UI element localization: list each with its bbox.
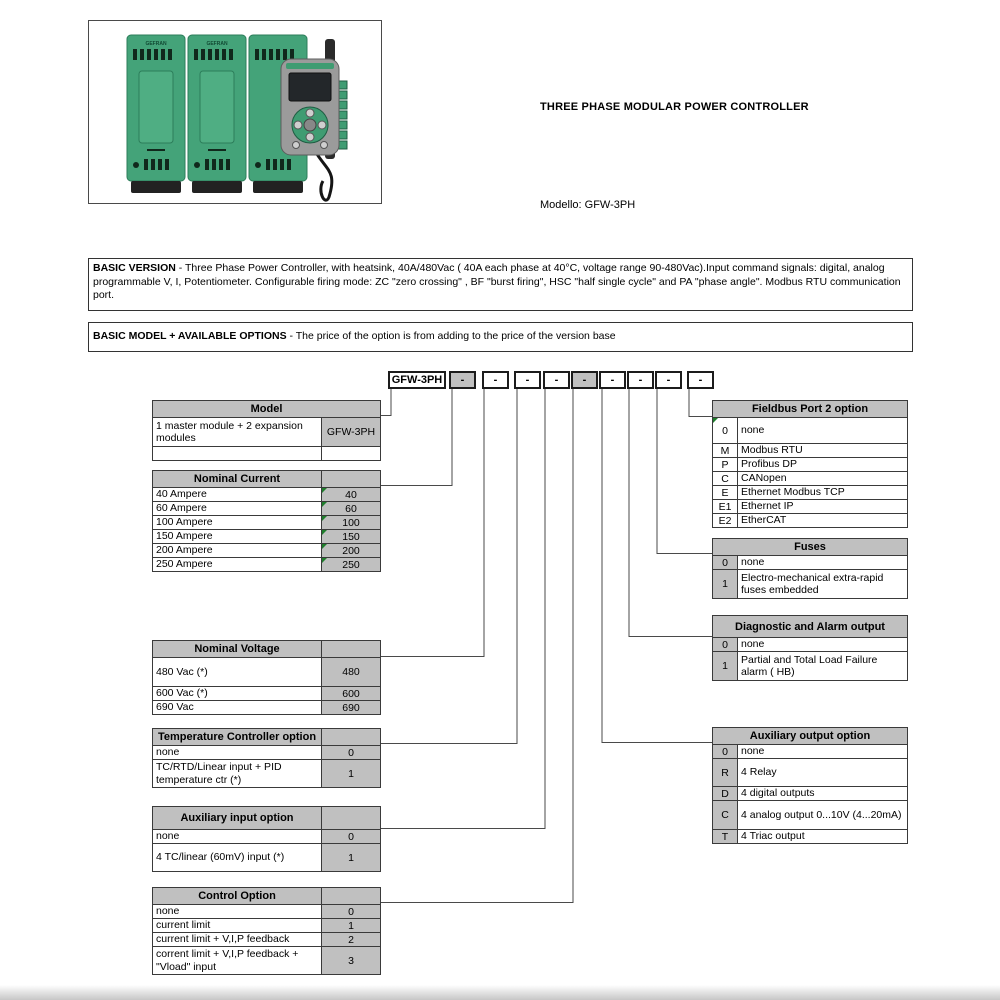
order-code-slot-4: - bbox=[543, 371, 570, 389]
table-nominal-current bbox=[152, 470, 381, 572]
option-label-cell: TC/RTD/Linear input + PID temperature ctr (*) bbox=[156, 761, 282, 786]
table-title: Fuses bbox=[794, 541, 826, 553]
option-code-cell: E1 bbox=[713, 500, 738, 513]
option-label-cell: Modbus RTU bbox=[741, 444, 803, 457]
option-code-cell: D bbox=[713, 787, 738, 800]
table-row bbox=[153, 700, 380, 714]
table-title: Auxiliary output option bbox=[749, 730, 871, 742]
option-code-cell: E bbox=[713, 486, 738, 499]
order-code-slot-5: - bbox=[571, 371, 598, 389]
option-code-cell: 0 bbox=[321, 830, 380, 843]
option-label-cell: 4 Relay bbox=[741, 766, 777, 779]
order-code-slot-1: - bbox=[449, 371, 476, 389]
option-label-cell: none bbox=[741, 424, 765, 437]
table-row bbox=[713, 744, 907, 758]
option-label-cell: 4 digital outputs bbox=[741, 787, 815, 800]
available-options-note bbox=[88, 322, 913, 352]
table-title-spacer bbox=[321, 888, 380, 904]
option-label-cell: Profibus DP bbox=[741, 458, 798, 471]
table-title-spacer bbox=[321, 807, 380, 829]
table-row bbox=[153, 501, 380, 515]
option-code-cell: 150 bbox=[321, 530, 380, 543]
page-title: THREE PHASE MODULAR POWER CONTROLLER bbox=[540, 101, 809, 113]
option-code-cell: 690 bbox=[321, 701, 380, 714]
order-code-slot-7: - bbox=[627, 371, 654, 389]
table-auxiliary-output bbox=[712, 727, 908, 844]
table-row bbox=[153, 446, 380, 460]
table-row bbox=[713, 443, 907, 457]
option-code-cell: T bbox=[713, 830, 738, 843]
option-code-cell: 0 bbox=[713, 638, 738, 651]
table-fuses bbox=[712, 538, 908, 599]
table-row bbox=[153, 759, 380, 787]
basic-version-note bbox=[88, 258, 913, 311]
table-row bbox=[713, 513, 907, 527]
table-row bbox=[153, 686, 380, 700]
option-label-cell: EtherCAT bbox=[741, 514, 787, 527]
option-label-cell: 40 Ampere bbox=[156, 488, 207, 501]
option-label-cell: 690 Vac bbox=[156, 701, 194, 714]
table-row bbox=[153, 932, 380, 946]
available-options-label: BASIC MODEL + AVAILABLE OPTIONS bbox=[93, 330, 287, 343]
table-row bbox=[153, 946, 380, 974]
handheld-programmer-icon bbox=[281, 59, 339, 155]
option-code-cell: 0 bbox=[713, 556, 738, 569]
corner-marker-icon bbox=[322, 558, 327, 563]
product-illustration bbox=[89, 21, 381, 203]
basic-version-label: BASIC VERSION bbox=[93, 262, 176, 274]
option-label-cell: current limit bbox=[156, 919, 211, 932]
option-label-cell: none bbox=[156, 905, 180, 918]
option-label-cell: 4 TC/linear (60mV) input (*) bbox=[156, 851, 285, 864]
table-row bbox=[153, 417, 380, 446]
table-row bbox=[713, 758, 907, 786]
table-row bbox=[713, 417, 907, 443]
option-code-cell: 100 bbox=[321, 516, 380, 529]
available-options-text: - The price of the option is from adding to the price of the version base bbox=[286, 330, 616, 343]
table-fieldbus-port2 bbox=[712, 400, 908, 528]
basic-version-text: - Three Phase Power Controller, with heatsink, 40A/480Vac ( 40A each phase at 40°C, voltage range 90-480Vac).Input command signals: digital, analog programmable V, I, Potentiometer. Configurable firing mode: ZC "zero crossing" , BF "burst firing", HSC "half single cycle" and PA "phase angle". Modbus RTU communication port. bbox=[93, 262, 901, 301]
table-row bbox=[153, 904, 380, 918]
option-label-cell: 4 Triac output bbox=[741, 830, 805, 843]
option-code-cell: 0 bbox=[713, 745, 738, 758]
option-code-cell: 40 bbox=[321, 488, 380, 501]
order-code-slot-6: - bbox=[599, 371, 626, 389]
table-title: Auxiliary input option bbox=[180, 812, 294, 824]
table-row bbox=[153, 529, 380, 543]
table-row bbox=[713, 829, 907, 843]
table-title-spacer bbox=[321, 641, 380, 657]
option-label-cell: Partial and Total Load Failure alarm ( HB) bbox=[741, 653, 878, 678]
option-label-cell: 150 Ampere bbox=[156, 530, 213, 543]
product-image bbox=[88, 20, 382, 204]
option-code-cell: 60 bbox=[321, 502, 380, 515]
option-code-cell bbox=[321, 447, 380, 460]
table-title: Model bbox=[250, 403, 283, 415]
option-label-cell: 600 Vac (*) bbox=[156, 687, 208, 700]
option-code-cell: 3 bbox=[321, 947, 380, 974]
option-code-cell: 0 bbox=[321, 905, 380, 918]
option-label-cell: Electro-mechanical extra-rapid fuses embedded bbox=[741, 571, 884, 596]
table-row bbox=[713, 569, 907, 598]
table-nominal-voltage bbox=[152, 640, 381, 715]
option-code-cell: 1 bbox=[713, 570, 738, 598]
table-title: Control Option bbox=[198, 890, 276, 902]
table-row bbox=[713, 800, 907, 829]
table-row bbox=[153, 557, 380, 571]
table-temperature-controller bbox=[152, 728, 381, 788]
option-label-cell: none bbox=[741, 638, 765, 651]
option-label-cell: current limit + V,I,P feedback bbox=[156, 933, 290, 946]
order-code-slot-3: - bbox=[514, 371, 541, 389]
option-code-cell: 1 bbox=[713, 652, 738, 680]
option-code-cell: 2 bbox=[321, 933, 380, 946]
option-label-cell: corrent limit + V,I,P feedback + "Vload" input bbox=[156, 948, 299, 973]
option-code-cell: C bbox=[713, 472, 738, 485]
option-code-cell: 0 bbox=[713, 418, 738, 443]
table-row bbox=[713, 499, 907, 513]
option-code-cell: GFW-3PH bbox=[321, 418, 380, 446]
option-code-cell: 1 bbox=[321, 919, 380, 932]
option-code-cell: 250 bbox=[321, 558, 380, 571]
table-title: Temperature Controller option bbox=[157, 731, 317, 743]
option-code-cell: 1 bbox=[321, 844, 380, 871]
corner-marker-icon bbox=[322, 530, 327, 535]
table-diagnostic-alarm bbox=[712, 615, 908, 681]
table-row bbox=[713, 471, 907, 485]
order-code-slot-9: - bbox=[687, 371, 714, 389]
table-row bbox=[153, 918, 380, 932]
option-label-cell: Ethernet Modbus TCP bbox=[741, 486, 845, 499]
order-code-slot-8: - bbox=[655, 371, 682, 389]
table-row bbox=[713, 786, 907, 800]
option-code-cell: 480 bbox=[321, 658, 380, 686]
option-code-cell: M bbox=[713, 444, 738, 457]
option-label-cell: none bbox=[156, 746, 180, 759]
table-row bbox=[713, 637, 907, 651]
table-row bbox=[153, 515, 380, 529]
option-code-cell: 600 bbox=[321, 687, 380, 700]
corner-marker-icon bbox=[322, 502, 327, 507]
option-code-cell: 200 bbox=[321, 544, 380, 557]
page-bottom-shadow bbox=[0, 985, 1000, 1000]
table-title-spacer bbox=[321, 471, 380, 487]
svg-text:GEFRAN: GEFRAN bbox=[206, 41, 228, 47]
svg-text:GEFRAN: GEFRAN bbox=[145, 41, 167, 47]
option-label-cell: CANopen bbox=[741, 472, 787, 485]
table-title: Fieldbus Port 2 option bbox=[751, 403, 869, 415]
option-label-cell: none bbox=[741, 745, 765, 758]
table-row bbox=[713, 457, 907, 471]
option-label-cell: 60 Ampere bbox=[156, 502, 207, 515]
option-label-cell: 100 Ampere bbox=[156, 516, 213, 529]
option-code-cell: 0 bbox=[321, 746, 380, 759]
table-row bbox=[153, 657, 380, 686]
table-title: Diagnostic and Alarm output bbox=[735, 620, 885, 633]
option-label-cell: 1 master module + 2 expansion modules bbox=[156, 419, 303, 444]
table-control-option bbox=[152, 887, 381, 975]
table-model bbox=[152, 400, 381, 461]
table-row bbox=[153, 829, 380, 843]
option-code-cell: R bbox=[713, 759, 738, 786]
base-order-code-box: GFW-3PH bbox=[388, 371, 446, 389]
order-code-slot-2: - bbox=[482, 371, 509, 389]
model-label: Modello: GFW-3PH bbox=[540, 199, 636, 211]
option-code-cell: P bbox=[713, 458, 738, 471]
option-code-cell: E2 bbox=[713, 514, 738, 527]
corner-marker-icon bbox=[322, 516, 327, 521]
table-row bbox=[153, 745, 380, 759]
table-row bbox=[713, 555, 907, 569]
table-row bbox=[153, 487, 380, 501]
option-code-cell: C bbox=[713, 801, 738, 829]
option-label-cell: 480 Vac (*) bbox=[156, 665, 208, 678]
table-title: Nominal Current bbox=[193, 473, 281, 485]
option-label-cell bbox=[153, 447, 321, 460]
corner-marker-icon bbox=[322, 544, 327, 549]
table-row bbox=[713, 485, 907, 499]
option-code-cell: 1 bbox=[321, 760, 380, 787]
table-row bbox=[713, 651, 907, 680]
table-row bbox=[153, 843, 380, 871]
option-label-cell: none bbox=[741, 556, 765, 569]
corner-marker-icon bbox=[713, 418, 718, 423]
option-label-cell: 200 Ampere bbox=[156, 544, 213, 557]
table-row bbox=[153, 543, 380, 557]
option-label-cell: 4 analog output 0...10V (4...20mA) bbox=[741, 808, 902, 821]
option-label-cell: none bbox=[156, 830, 180, 843]
corner-marker-icon bbox=[322, 488, 327, 493]
option-label-cell: 250 Ampere bbox=[156, 558, 213, 571]
table-title-spacer bbox=[321, 729, 380, 745]
table-auxiliary-input bbox=[152, 806, 381, 872]
option-label-cell: Ethernet IP bbox=[741, 500, 794, 513]
table-title: Nominal Voltage bbox=[194, 643, 280, 655]
